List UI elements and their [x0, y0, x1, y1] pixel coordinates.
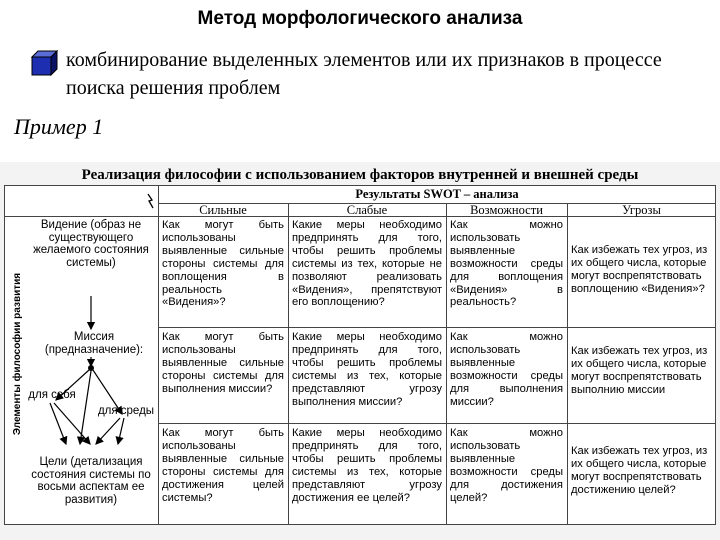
cell-r2-strengths: Как могут быть использованы выявленные сильные стороны системы для выполнения миссии?: [162, 331, 284, 395]
column-header-strengths: Сильные: [199, 203, 247, 217]
column-header-opportunities: Возможности: [470, 203, 543, 217]
column-header-weaknesses: Слабые: [346, 203, 388, 217]
arrow-to-for-self: [56, 370, 89, 400]
diagram-for-self: для себя: [28, 389, 76, 401]
column-header-threats: Угрозы: [622, 203, 661, 217]
cell-r3-opportunities: Как можно использовать выявленные возможности среды для достижения целей?: [450, 427, 563, 504]
bullet-text: комбинирование выделенных элементов или их признаков в процессе поиска решения проблем: [66, 49, 662, 99]
swot-header: Результаты SWOT – анализа: [355, 187, 519, 201]
cell-r1-threats: Как избежать тех угроз, из их общего числа, которые могут воспрепятствовать воплощению «Видения»?: [571, 244, 708, 295]
cell-r1-opportunities: Как можно использовать выявленные возможности среды для воплощения «Видения» в реальность?: [450, 219, 563, 309]
arrow-env-to-goals-1: [96, 418, 120, 444]
slide-title: Метод морфологического анализа: [197, 8, 523, 29]
cell-r3-strengths: Как могут быть использованы выявленные сильные стороны системы для достижения целей системы?: [162, 427, 284, 504]
diagram-vision: Видение (образ не существующего желаемого состояния системы): [33, 219, 149, 269]
cell-r3-weaknesses: Какие меры необходимо предпринять для того, чтобы решить проблемы системы из тех, которые представляют угрозу достижения ее целей?: [292, 427, 442, 504]
arrow-node-to-goals: [80, 371, 91, 444]
arrow-self-to-goals-1: [50, 403, 66, 444]
diagram-for-env: для среды: [97, 405, 155, 417]
arrow-env-to-goals-2: [118, 418, 124, 444]
cell-r1-weaknesses: Какие меры необходимо предпринять для того, чтобы решить проблемы системы из тех, которые не позволяют реализовать «Видения», препятствуют его воплощению?: [292, 219, 442, 309]
arrow-to-for-env: [93, 370, 122, 414]
example-label: Пример 1: [14, 114, 104, 139]
cell-r3-threats: Как избежать тех угроз, из их общего числа, которые могут воспрепятствовать достижению целей?: [571, 445, 708, 496]
diagram-mission: Миссия (предназначение):: [44, 331, 144, 356]
cell-r1-strengths: Как могут быть использованы выявленные сильные стороны системы для воплощения в реальность «Видения»?: [162, 219, 284, 309]
vertical-label: Элементы философии развития: [12, 272, 23, 436]
cell-r2-threats: Как избежать тех угроз, из их общего числа, которые могут воспрепятствовать выполнию миссии: [571, 345, 708, 396]
lightning-icon: [148, 194, 153, 208]
arrow-self-to-goals-2: [54, 403, 90, 444]
diagram-goals: Цели (детализация состояния системы по восьми аспектам ее развития): [31, 456, 151, 506]
cell-r2-opportunities: Как можно использовать выявленные возможности среды для выполнения миссии?: [450, 331, 563, 408]
cell-r2-weaknesses: Какие меры необходимо предпринять для того, чтобы решить проблемы системы из тех, которые представляют угрозу выполнения миссии?: [292, 331, 442, 408]
table-title: Реализация философии с использованием факторов внутренней и внешней среды: [81, 167, 639, 183]
